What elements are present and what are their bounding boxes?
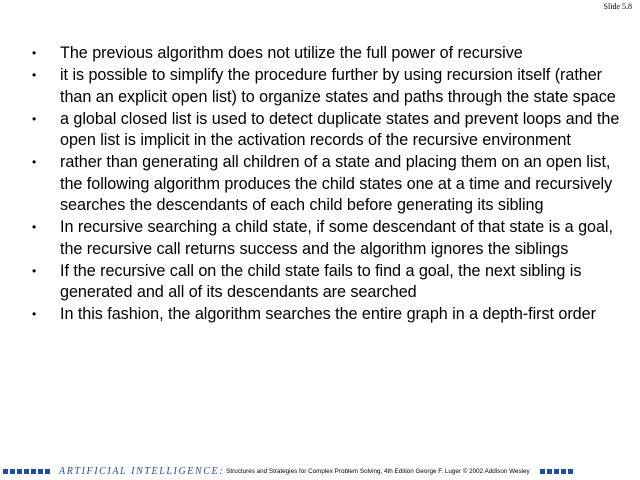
square-icon [3,469,8,474]
footer-subtitle: Structures and Strategies for Complex Problem Solving, 4th Edition George F. Luger © 2002 Addison Wesley [226,467,530,475]
square-icon [10,469,15,474]
bullet-text: In this fashion, the algorithm searches the entire graph in a depth-first order [60,305,596,323]
bullet-item [28,217,628,260]
footer-brand: ARTIFICIAL INTELLIGENCE: [59,465,225,477]
bullet-icon: • [32,263,37,278]
bullet-text: If the recursive call on the child state fails to find a goal, the next sibling is generated and all of its descendants are searched [60,261,582,301]
bullet-icon: • [32,68,37,82]
bullet-icon: • [32,220,37,234]
bullet-item [28,65,628,108]
bullet-item [28,152,628,217]
bullet-item [28,304,628,326]
square-icon [31,469,36,474]
bullet-text: The previous algorithm does not utilize the full power of recursive [60,44,523,62]
square-icon [568,469,573,474]
square-icon [547,469,552,474]
bullet-item [28,261,628,304]
bullet-item [28,109,628,152]
bullet-icon: • [32,46,37,60]
square-icon [540,469,545,474]
bullet-icon: • [32,307,37,321]
bullet-text: it is possible to simplify the procedure further by using recursion itself (rather than an explicit open list) to organize states and paths through the state space [60,66,616,106]
bullet-text: rather than generating all children of a state and placing them on an open list, the following algorithm produces the child states one at a time and recursively searches the descendants of each child before generating its sibling [60,153,613,214]
bullet-icon: • [32,155,37,169]
footer-squares-right [540,469,573,474]
bullet-icon: • [32,111,37,126]
footer-bar [0,463,640,479]
square-icon [17,469,22,474]
bullet-text: In recursive searching a child state, if some descendant of that state is a goal, the recursive call returns success and the algorithm ignores the siblings [60,218,613,258]
bullet-list [28,43,628,326]
bullet-text: a global closed list is used to detect duplicate states and prevent loops and the open list is implicit in the activation records of the recursive environment [60,109,620,149]
square-icon [38,469,43,474]
footer-squares-left [0,469,50,474]
square-icon [45,469,50,474]
square-icon [554,469,559,474]
square-icon [561,469,566,474]
bullet-item [28,43,628,65]
slide-number: Slide 5.8 [603,2,632,11]
square-icon [24,469,29,474]
